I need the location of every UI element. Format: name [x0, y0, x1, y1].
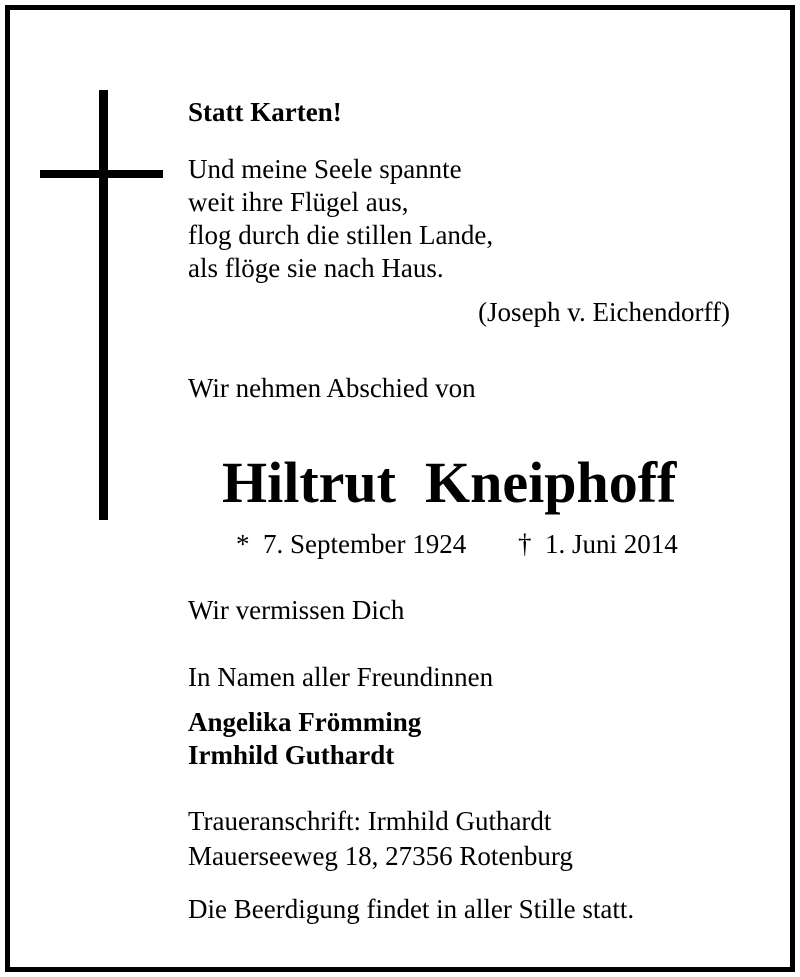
obituary-frame: [5, 5, 795, 972]
signatory-name: Angelika Frömming: [188, 707, 422, 737]
poem-author: (Joseph v. Eichendorff): [478, 297, 730, 327]
poem: [188, 153, 493, 285]
signatory-name: Irmhild Guthardt: [188, 740, 395, 770]
signatories: [188, 706, 421, 772]
on-behalf-text: In Namen aller Freundinnen: [188, 662, 494, 692]
cross-horizontal-bar: [40, 170, 163, 178]
deceased-name: Hiltrut Kneiphoff: [222, 450, 677, 515]
farewell-text: Wir nehmen Abschied von: [188, 373, 476, 403]
cross-vertical-bar: [99, 90, 108, 520]
miss-you-text: Wir vermissen Dich: [188, 595, 405, 625]
mourning-address-line1: Traueranschrift: Irmhild Guthardt: [188, 806, 552, 836]
mourning-address-line2: Mauerseeweg 18, 27356 Rotenburg: [188, 841, 573, 871]
death-date: † 1. Juni 2014: [518, 529, 678, 559]
poem-line: als flöge sie nach Haus.: [188, 253, 444, 283]
burial-note: Die Beerdigung findet in aller Stille statt.: [188, 894, 635, 924]
poem-line: Und meine Seele spannte: [188, 154, 462, 184]
birth-date: * 7. September 1924: [236, 529, 467, 559]
poem-line: flog durch die stillen Lande,: [188, 220, 494, 250]
notice-heading: Statt Karten!: [188, 97, 342, 127]
poem-line: weit ihre Flügel aus,: [188, 187, 409, 217]
